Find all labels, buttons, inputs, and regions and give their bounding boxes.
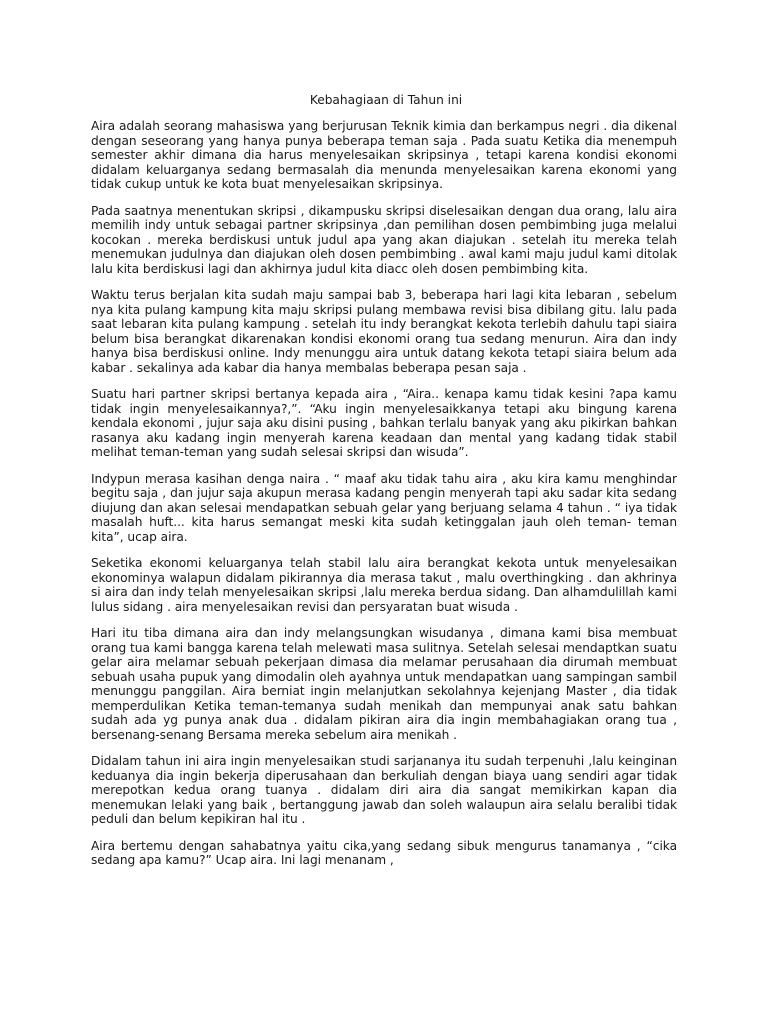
paragraph: Indypun merasa kasihan denga naira . “ maaf aku tidak tahu aira , aku kira kamu menghindar begitu saja , dan jujur saja akupun merasa kadang pengin menyerah tapi aku sadar kita sedang diujung dan akan selesai mendapatkan sebuah gelar yang berjuang selama 4 tahun . “ iya tidak masalah huft... kita harus semangat meski kita sudah ketinggalan jauh oleh teman- teman kita”, ucap aira. [91, 471, 677, 544]
paragraph: Aira adalah seorang mahasiswa yang berjurusan Teknik kimia dan berkampus negri . dia dikenal dengan seseorang yang hanya punya beberapa teman saja . Pada suatu Ketika dia menempuh semester akhir dimana dia harus menyelesaikan skripsinya , tetapi karena kondisi ekonomi didalam keluarganya sedang bermasalah dia menunda menyelesaikan karena ekonomi yang tidak cukup untuk ke kota buat menyelesaikan skripsinya. [91, 119, 677, 191]
paragraph: Hari itu tiba dimana aira dan indy melangsungkan wisudanya , dimana kami bisa membuat orang tua kami bangga karena telah melewati masa sulitnya. Setelah selesai mendaptkan suatu gelar aira melamar sebuah pekerjaan dimasa dia melamar perusahaan dia dirumah membuat sebuah usaha pupuk yang dimodalin oleh ayahnya untuk mendapatkan uang sampingan sambil menunggu panggilan. Aira berniat ingin melanjutkan sekolahnya kejenjang Master , dia tidak memperdulikan Ketika teman-temanya sudah menikah dan mempunyai anak satu bahkan sudah ada yg punya anak dua . didalam pikiran aira dia ingin membahagiakan orang tua , bersenang-senang Bersama mereka sebelum aira menikah . [91, 626, 677, 742]
paragraph: Pada saatnya menentukan skripsi , dikampusku skripsi diselesaikan dengan dua orang, lalu aira memilih indy untuk sebagai partner skripsinya ,dan pemilihan dosen pembimbing juga melalui kocokan . mereka berdiskusi untuk judul apa yang akan diajukan . setelah itu mereka telah menemukan judulnya dan diajukan oleh dosen pembimbing . awal kami maju judul kami ditolak lalu kita berdiskusi lagi dan akhirnya judul kita diacc oleh dosen pembimbing kita. [91, 203, 677, 276]
paragraph: Aira bertemu dengan sahabatnya yaitu cika,yang sedang sibuk mengurus tanamanya , “cika sedang apa kamu?” Ucap aira. Ini lagi menanam , [91, 838, 677, 867]
paragraph: Seketika ekonomi keluarganya telah stabil lalu aira berangkat kekota untuk menyelesaikan ekonominya walapun didalam pikirannya dia merasa takut , malu overthingking . dan akhrinya si aira dan indy telah menyelesaikan skripsi ,lalu mereka berdua sidang. Dan alhamdulillah kami lulus sidang . aira menyelesaikan revisi dan persyaratan buat wisuda . [91, 556, 677, 614]
paragraph: Didalam tahun ini aira ingin menyelesaikan studi sarjananya itu sudah terpenuhi ,lalu keinginan keduanya dia ingin bekerja diperusahaan dan berkuliah dengan biaya uang sendiri agar tidak merepotkan kedua orang tuanya . didalam diri aira dia sangat memikirkan kapan dia menemukan lelaki yang baik , bertanggung jawab dan soleh walaupun aira selalu beralibi tidak peduli dan belum kepikiran hal itu . [91, 754, 677, 826]
paragraph: Waktu terus berjalan kita sudah maju sampai bab 3, beberapa hari lagi kita lebaran , sebelum nya kita pulang kampung kita maju skripsi pulang membawa revisi bisa dibilang gitu. lalu pada saat lebaran kita pulang kampung . setelah itu indy berangkat kekota terlebih dahulu tapi siaira belum bisa berangkat dikarenakan kondisi ekonomi orang tua sedang menurun. Aira dan indy hanya bisa berdiskusi online. Indy menunggu aira untuk datang kekota tetapi siaira belum ada kabar . sekalinya ada kabar dia hanya membalas beberapa pesan saja . [91, 288, 677, 375]
paragraph: Suatu hari partner skripsi bertanya kepada aira , “Aira.. kenapa kamu tidak kesini ?apa kamu tidak ingin menyelesaikannya?,”. “Aku ingin menyelesaikkanya tetapi aku bingung karena kendala ekonomi , jujur saja aku disini pusing , bahkan terlalu banyak yang aku pikirkan bahkan rasanya aku kadang ingin menyerah karena keadaan dan mental yang kadang tidak stabil melihat teman-teman yang sudah selesai skripsi dan wisuda”. [91, 387, 677, 459]
document-title: Kebahagiaan di Tahun ini [309, 93, 463, 107]
